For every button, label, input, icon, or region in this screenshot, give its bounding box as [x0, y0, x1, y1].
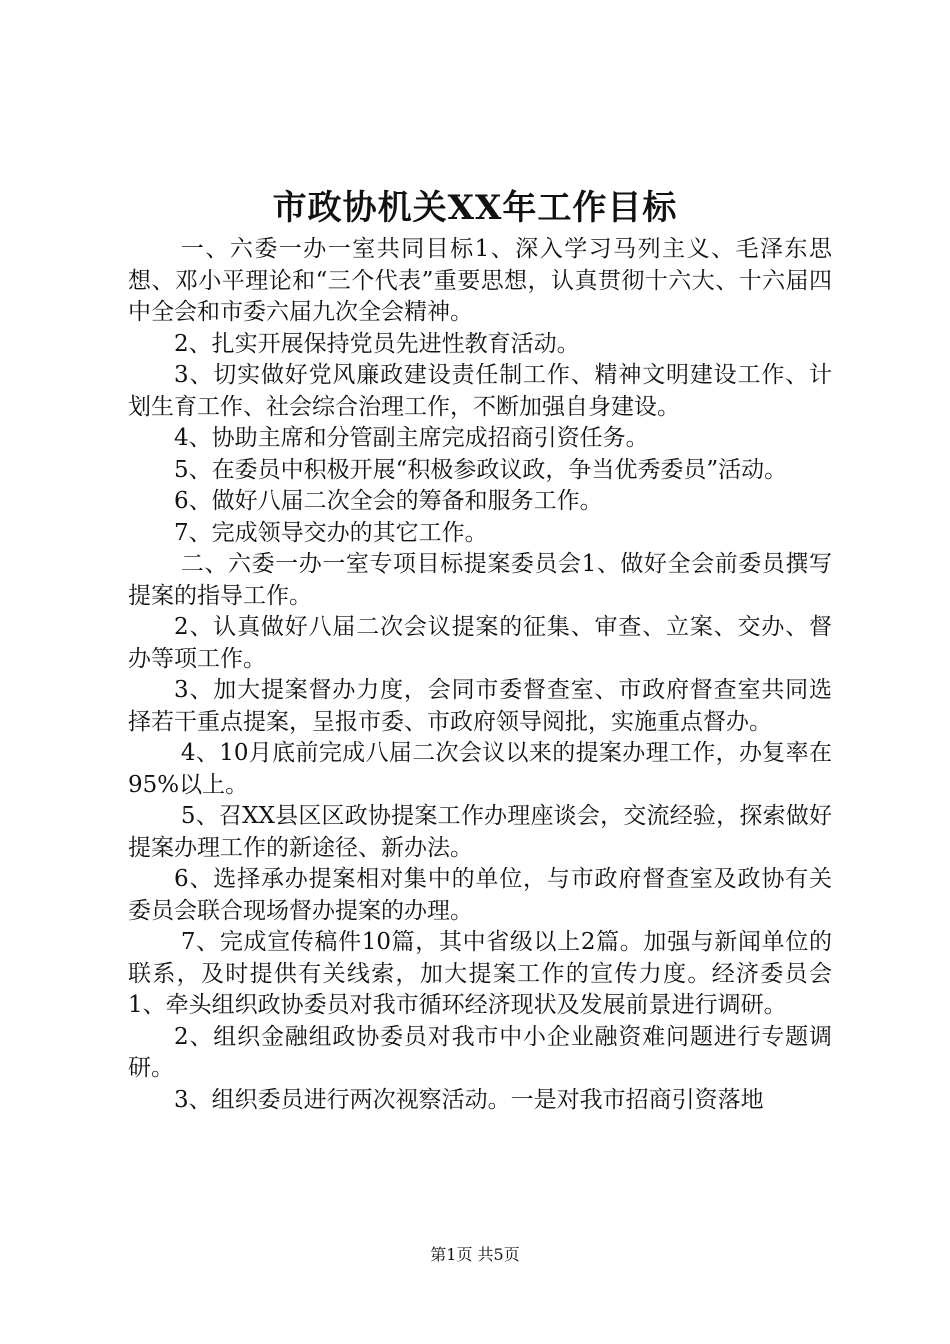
- page-number: 第1页: [430, 1245, 473, 1264]
- paragraph: 3、加大提案督办力度，会同市委督查室、市政府督查室共同选择若干重点提案，呈报市委、市政府领导阅批，实施重点督办。: [128, 677, 832, 735]
- paragraph: 2、扎实开展保持党员先进性教育活动。: [174, 330, 580, 357]
- paragraph: 3、切实做好党风廉政建设责任制工作、精神文明建设工作、计划生育工作、社会综合治理工作，不断加强自身建设。: [128, 362, 832, 420]
- paragraph: 2、认真做好八届二次会议提案的征集、审查、立案、交办、督办等项工作。: [128, 614, 832, 672]
- paragraph: 一、六委一办一室共同目标1、深入学习马列主义、毛泽东思想、邓小平理论和“三个代表”重要思想，认真贯彻十六大、十六届四中全会和市委六届九次全会精神。: [128, 236, 832, 325]
- paragraph: 5、召XX县区区政协提案工作办理座谈会，交流经验，探索做好提案办理工作的新途径、新办法。: [128, 803, 832, 861]
- page-total: 共5页: [477, 1245, 520, 1264]
- paragraph: 4、协助主席和分管副主席完成招商引资任务。: [174, 425, 649, 451]
- paragraph: 6、选择承办提案相对集中的单位，与市政府督查室及政协有关委员会联合现场督办提案的办理。: [128, 866, 832, 924]
- paragraph: 二、六委一办一室专项目标提案委员会1、做好全会前委员撰写提案的指导工作。: [128, 551, 832, 609]
- paragraph: 4、10月底前完成八届二次会议以来的提案办理工作，办复率在95%以上。: [128, 740, 832, 798]
- paragraph: 7、完成宣传稿件10篇，其中省级以上2篇。加强与新闻单位的联系，及时提供有关线索，加大提案工作的宣传力度。经济委员会1、牵头组织政协委员对我市循环经济现状及发展前景进行调研。: [128, 929, 832, 1018]
- paragraph: 7、完成领导交办的其它工作。: [174, 519, 488, 546]
- paragraph: 2、组织金融组政协委员对我市中小企业融资难问题进行专题调研。: [128, 1023, 832, 1081]
- document-title: 市政协机关XX年工作目标: [272, 188, 678, 228]
- page-footer: [0, 1243, 950, 1267]
- document-body: [128, 234, 832, 1116]
- paragraph: 3、组织委员进行两次视察活动。一是对我市招商引资落地: [174, 1086, 764, 1113]
- paragraph: 5、在委员中积极开展“积极参政议政，争当优秀委员”活动。: [174, 456, 788, 483]
- paragraph: 6、做好八届二次全会的筹备和服务工作。: [174, 488, 603, 514]
